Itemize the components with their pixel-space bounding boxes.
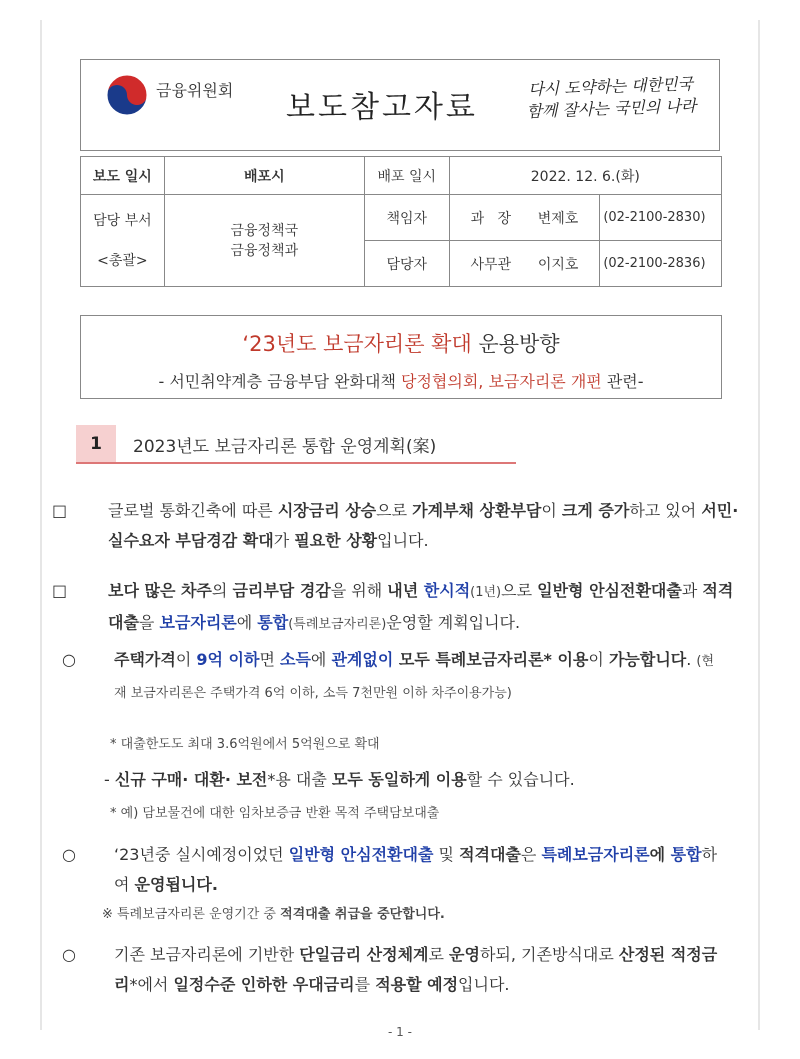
government-emblem-icon (105, 73, 149, 117)
section-underline (76, 462, 516, 464)
page-number: - 1 - (388, 1025, 412, 1039)
release-value: 배포시 (164, 157, 364, 195)
release-label: 보도 일시 (81, 157, 165, 195)
bullet-1: ○ 주택가격이 9억 이하면 소득에 관계없이 모두 특례보금자리론* 이용이 가능합니다. (현재 보금자리론은 주택가격 6억 이하, 소득 7천만원 이하 차주이용가능) (62, 650, 715, 701)
dist-label: 배포 일시 (364, 157, 449, 195)
dept-label: 담당 부서 (93, 212, 152, 229)
header-box (80, 59, 720, 151)
resp-phone: (02-2100-2830) (600, 195, 722, 241)
slogan: 다시 도약하는 대한민국 함께 잘사는 국민의 나라 (526, 74, 697, 121)
bullet-2: ○ ‘23년중 실시예정이었던 일반형 안심전환대출 및 적격대출은 특례보금자리론에 통합하여 운영됩니다. (62, 845, 718, 894)
note-3: ※ 특례보금자리론 운영기간 중 적격대출 취급을 중단합니다. (102, 907, 445, 922)
release-info-table (80, 156, 722, 287)
dept-label-cell (81, 195, 165, 287)
resp-person: 과 장 변제호 (449, 195, 600, 241)
page-edge (758, 20, 760, 1030)
section-number: 1 (76, 425, 116, 463)
dept-value-cell: 금융정책국 금융정책과 (164, 195, 364, 287)
page-edge (40, 20, 42, 1030)
dept-sub: <총괄> (97, 252, 148, 269)
headline-box (80, 315, 722, 399)
headline: ‘23년도 보금자리론 확대 운용방향 (242, 332, 560, 356)
paragraph-2: □ 보다 많은 차주의 금리부담 경감을 위해 내년 한시적(1년)으로 일반형 안심전환대출과 적격대출을 보금자리론에 통합(특례보금자리론)운영할 계획입니다. (52, 581, 734, 632)
staff-phone: (02-2100-2836) (600, 241, 722, 287)
dist-value: 2022. 12. 6.(화) (449, 157, 721, 195)
bullet-3: ○ 기존 보금자리론에 기반한 단일금리 산정체계로 운영하되, 기존방식대로 산정된 적정금리*에서 일정수준 인하한 우대금리를 적용할 예정입니다. (62, 945, 718, 994)
resp-label: 책임자 (364, 195, 449, 241)
doc-type-title: 보도참고자료 (286, 90, 478, 125)
note-2: * 예) 담보물건에 대한 임차보증금 반환 목적 주택담보대출 (110, 806, 440, 821)
section-title: 2023년도 보금자리론 통합 운영계획(案) (133, 437, 437, 457)
dash-item-1: - 신규 구매· 대환· 보전*용 대출 모두 동일하게 이용할 수 있습니다. (104, 770, 575, 789)
note-1: * 대출한도도 최대 3.6억원에서 5억원으로 확대 (110, 737, 380, 752)
staff-person: 사무관 이지호 (449, 241, 600, 287)
subheadline: - 서민취약계층 금융부담 완화대책 당정협의회, 보금자리론 개편 관련- (158, 372, 644, 391)
staff-label: 담당자 (364, 241, 449, 287)
org-name: 금융위원회 (156, 81, 234, 100)
paragraph-1: □ 글로벌 통화긴축에 따른 시장금리 상승으로 가계부채 상환부담이 크게 증가하고 있어 서민· 실수요자 부담경감 확대가 필요한 상황입니다. (52, 501, 739, 550)
